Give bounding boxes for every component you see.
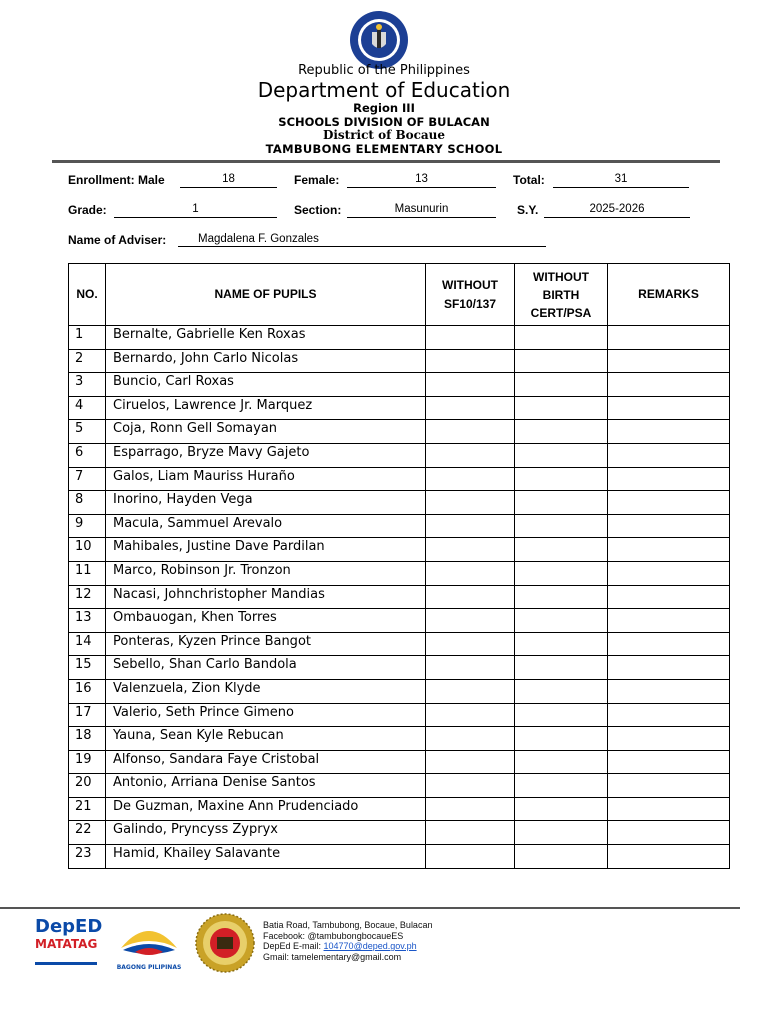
table-row xyxy=(69,774,730,798)
pupil-name: Mahibales, Justine Dave Pardilan xyxy=(106,538,426,562)
sf10-cell[interactable] xyxy=(426,845,515,869)
pupil-name: Inorino, Hayden Vega xyxy=(106,491,426,515)
remarks-cell[interactable] xyxy=(608,349,730,373)
row-number: 11 xyxy=(69,561,106,585)
row-number: 5 xyxy=(69,420,106,444)
facebook-line: Facebook: @tambubongbocaueES xyxy=(263,930,404,941)
total-count-field[interactable]: 31 xyxy=(553,173,689,188)
sf10-cell[interactable] xyxy=(426,396,515,420)
pupil-name: Ciruelos, Lawrence Jr. Marquez xyxy=(106,396,426,420)
remarks-cell[interactable] xyxy=(608,326,730,350)
row-number: 21 xyxy=(69,797,106,821)
remarks-cell[interactable] xyxy=(608,396,730,420)
table-row xyxy=(69,443,730,467)
gmail-line: Gmail: tamelementary@gmail.com xyxy=(263,951,402,962)
remarks-cell[interactable] xyxy=(608,585,730,609)
remarks-cell[interactable] xyxy=(608,443,730,467)
total-label: Total: xyxy=(513,173,545,187)
table-row xyxy=(69,561,730,585)
deped-email-link[interactable]: 104770@deped.gov.ph xyxy=(323,941,417,951)
pupil-name: Esparrago, Bryze Mavy Gajeto xyxy=(106,443,426,467)
table-row xyxy=(69,467,730,491)
sf10-cell[interactable] xyxy=(426,679,515,703)
sf10-cell[interactable] xyxy=(426,538,515,562)
school-year-field[interactable]: 2025-2026 xyxy=(544,203,690,218)
table-row xyxy=(69,845,730,869)
sf10-cell[interactable] xyxy=(426,420,515,444)
birth-cert-cell[interactable] xyxy=(515,349,608,373)
pupil-name: Valerio, Seth Prince Gimeno xyxy=(106,703,426,727)
table-row xyxy=(69,797,730,821)
table-row xyxy=(69,632,730,656)
table-row xyxy=(69,326,730,350)
table-row xyxy=(69,727,730,751)
female-label: Female: xyxy=(294,173,340,187)
row-number: 15 xyxy=(69,656,106,680)
region-line: Region III xyxy=(353,101,415,115)
remarks-cell[interactable] xyxy=(608,774,730,798)
sf10-cell[interactable] xyxy=(426,632,515,656)
birth-cert-cell[interactable] xyxy=(515,420,608,444)
row-number: 19 xyxy=(69,750,106,774)
sf10-cell[interactable] xyxy=(426,774,515,798)
section-field[interactable]: Masunurin xyxy=(347,203,496,218)
birth-cert-cell[interactable] xyxy=(515,514,608,538)
col-header-birth-line3: CERT/PSA xyxy=(530,305,592,320)
pupil-name: Bernardo, John Carlo Nicolas xyxy=(106,349,426,373)
birth-cert-cell[interactable] xyxy=(515,774,608,798)
division-line: SCHOOLS DIVISION OF BULACAN xyxy=(278,115,490,129)
pupil-name: Marco, Robinson Jr. Tronzon xyxy=(106,561,426,585)
table-row xyxy=(69,679,730,703)
republic-line: Republic of the Philippines xyxy=(298,63,470,78)
remarks-cell[interactable] xyxy=(608,727,730,751)
row-number: 3 xyxy=(69,373,106,397)
row-number: 14 xyxy=(69,632,106,656)
pupil-name: De Guzman, Maxine Ann Prudenciado xyxy=(106,797,426,821)
table-row xyxy=(69,703,730,727)
remarks-cell[interactable] xyxy=(608,750,730,774)
birth-cert-cell[interactable] xyxy=(515,750,608,774)
remarks-cell[interactable] xyxy=(608,703,730,727)
row-number: 8 xyxy=(69,491,106,515)
remarks-cell[interactable] xyxy=(608,821,730,845)
matatag-stripe-icon xyxy=(35,961,97,967)
col-header-birth-line1: WITHOUT xyxy=(533,269,589,284)
birth-cert-cell[interactable] xyxy=(515,632,608,656)
table-row xyxy=(69,491,730,515)
grade-label: Grade: xyxy=(68,203,107,217)
birth-cert-cell[interactable] xyxy=(515,443,608,467)
birth-cert-cell[interactable] xyxy=(515,326,608,350)
pupil-name: Ombauogan, Khen Torres xyxy=(106,609,426,633)
birth-cert-cell[interactable] xyxy=(515,561,608,585)
sf10-cell[interactable] xyxy=(426,727,515,751)
row-number: 16 xyxy=(69,679,106,703)
footer-divider xyxy=(0,907,740,909)
pupil-name: Macula, Sammuel Arevalo xyxy=(106,514,426,538)
sf10-cell[interactable] xyxy=(426,703,515,727)
pupil-name: Buncio, Carl Roxas xyxy=(106,373,426,397)
birth-cert-cell[interactable] xyxy=(515,538,608,562)
col-header-remarks: REMARKS xyxy=(608,264,730,326)
row-number: 2 xyxy=(69,349,106,373)
remarks-cell[interactable] xyxy=(608,467,730,491)
sf10-cell[interactable] xyxy=(426,467,515,491)
sf10-cell[interactable] xyxy=(426,797,515,821)
contact-info xyxy=(263,920,432,962)
birth-cert-cell[interactable] xyxy=(515,821,608,845)
pupil-name: Valenzuela, Zion Klyde xyxy=(106,679,426,703)
pupil-name: Antonio, Arriana Denise Santos xyxy=(106,774,426,798)
male-count-field[interactable]: 18 xyxy=(180,173,277,188)
sf10-cell[interactable] xyxy=(426,326,515,350)
sf10-cell[interactable] xyxy=(426,373,515,397)
deped-logo-text: DepED xyxy=(35,916,103,937)
table-header-row xyxy=(69,264,730,326)
table-row xyxy=(69,538,730,562)
row-number: 9 xyxy=(69,514,106,538)
deped-email-line xyxy=(263,941,432,952)
remarks-cell[interactable] xyxy=(608,373,730,397)
col-header-sf10 xyxy=(426,264,515,326)
table-row xyxy=(69,396,730,420)
pupil-name: Galos, Liam Mauriss Huraño xyxy=(106,467,426,491)
deped-seal-icon xyxy=(344,10,414,70)
female-count-field[interactable]: 13 xyxy=(347,173,496,188)
table-row xyxy=(69,750,730,774)
school-year-label: S.Y. xyxy=(517,203,539,217)
birth-cert-cell[interactable] xyxy=(515,797,608,821)
row-number: 10 xyxy=(69,538,106,562)
table-row xyxy=(69,349,730,373)
remarks-cell[interactable] xyxy=(608,538,730,562)
row-number: 7 xyxy=(69,467,106,491)
sf10-cell[interactable] xyxy=(426,656,515,680)
enrollment-male-label: Enrollment: Male xyxy=(68,173,165,187)
col-header-birth-cert xyxy=(515,264,608,326)
remarks-cell[interactable] xyxy=(608,491,730,515)
header-divider xyxy=(52,160,720,163)
pupil-name: Bernalte, Gabrielle Ken Roxas xyxy=(106,326,426,350)
row-number: 1 xyxy=(69,326,106,350)
remarks-cell[interactable] xyxy=(608,514,730,538)
birth-cert-cell[interactable] xyxy=(515,373,608,397)
address-line: Batia Road, Tambubong, Bocaue, Bulacan xyxy=(263,920,433,930)
birth-cert-cell[interactable] xyxy=(515,727,608,751)
pupil-name: Galindo, Pryncyss Zypryx xyxy=(106,821,426,845)
sf10-cell[interactable] xyxy=(426,750,515,774)
remarks-cell[interactable] xyxy=(608,797,730,821)
row-number: 22 xyxy=(69,821,106,845)
birth-cert-cell[interactable] xyxy=(515,467,608,491)
col-header-no: NO. xyxy=(69,264,106,326)
bagong-pilipinas-icon xyxy=(113,918,185,960)
adviser-label: Name of Adviser: xyxy=(68,233,167,247)
table-row xyxy=(69,585,730,609)
table-row xyxy=(69,373,730,397)
row-number: 4 xyxy=(69,396,106,420)
col-header-sf10-line2: SF10/137 xyxy=(443,296,497,311)
school-seal-icon xyxy=(191,913,259,973)
table-row xyxy=(69,420,730,444)
table-row xyxy=(69,609,730,633)
remarks-cell[interactable] xyxy=(608,656,730,680)
grade-field[interactable]: 1 xyxy=(114,203,277,218)
row-number: 13 xyxy=(69,609,106,633)
row-number: 17 xyxy=(69,703,106,727)
adviser-field[interactable]: Magdalena F. Gonzales xyxy=(178,233,546,247)
remarks-cell[interactable] xyxy=(608,609,730,633)
sf10-cell[interactable] xyxy=(426,514,515,538)
sf10-cell[interactable] xyxy=(426,561,515,585)
sf10-cell[interactable] xyxy=(426,443,515,467)
pupil-name: Coja, Ronn Gell Somayan xyxy=(106,420,426,444)
birth-cert-cell[interactable] xyxy=(515,656,608,680)
birth-cert-cell[interactable] xyxy=(515,703,608,727)
pupil-name: Sebello, Shan Carlo Bandola xyxy=(106,656,426,680)
sf10-cell[interactable] xyxy=(426,585,515,609)
col-header-name: NAME OF PUPILS xyxy=(106,264,426,326)
table-row xyxy=(69,514,730,538)
birth-cert-cell[interactable] xyxy=(515,609,608,633)
col-header-birth-line2: BIRTH xyxy=(542,287,580,302)
district-line: District of Bocaue xyxy=(322,128,446,142)
birth-cert-cell[interactable] xyxy=(515,845,608,869)
birth-cert-cell[interactable] xyxy=(515,491,608,515)
bagong-pilipinas-logo xyxy=(113,918,185,970)
remarks-cell[interactable] xyxy=(608,845,730,869)
section-label: Section: xyxy=(294,203,342,217)
remarks-cell[interactable] xyxy=(608,632,730,656)
footer xyxy=(0,910,768,980)
birth-cert-cell[interactable] xyxy=(515,585,608,609)
row-number: 20 xyxy=(69,774,106,798)
sf10-cell[interactable] xyxy=(426,609,515,633)
pupil-name: Hamid, Khailey Salavante xyxy=(106,845,426,869)
deped-matatag-logo xyxy=(35,916,103,968)
pupil-table xyxy=(68,263,730,869)
col-header-sf10-line1: WITHOUT xyxy=(442,277,498,292)
sf10-cell[interactable] xyxy=(426,349,515,373)
pupil-name: Yauna, Sean Kyle Rebucan xyxy=(106,727,426,751)
department-title: Department of Education xyxy=(257,78,511,102)
matatag-logo-text: MATATAG xyxy=(35,937,98,951)
pupil-name: Nacasi, Johnchristopher Mandias xyxy=(106,585,426,609)
row-number: 6 xyxy=(69,443,106,467)
pupil-table-body xyxy=(69,326,730,869)
bagong-pilipinas-text: BAGONG PILIPINAS xyxy=(116,964,182,971)
row-number: 23 xyxy=(69,845,106,869)
row-number: 12 xyxy=(69,585,106,609)
pupil-name: Ponteras, Kyzen Prince Bangot xyxy=(106,632,426,656)
sf10-cell[interactable] xyxy=(426,821,515,845)
pupil-name: Alfonso, Sandara Faye Cristobal xyxy=(106,750,426,774)
remarks-cell[interactable] xyxy=(608,420,730,444)
remarks-cell[interactable] xyxy=(608,561,730,585)
row-number: 18 xyxy=(69,727,106,751)
birth-cert-cell[interactable] xyxy=(515,679,608,703)
school-name: TAMBUBONG ELEMENTARY SCHOOL xyxy=(265,142,503,156)
table-row xyxy=(69,656,730,680)
sf10-cell[interactable] xyxy=(426,491,515,515)
table-row xyxy=(69,821,730,845)
birth-cert-cell[interactable] xyxy=(515,396,608,420)
remarks-cell[interactable] xyxy=(608,679,730,703)
deped-email-label: DepEd E-mail: xyxy=(263,941,324,951)
